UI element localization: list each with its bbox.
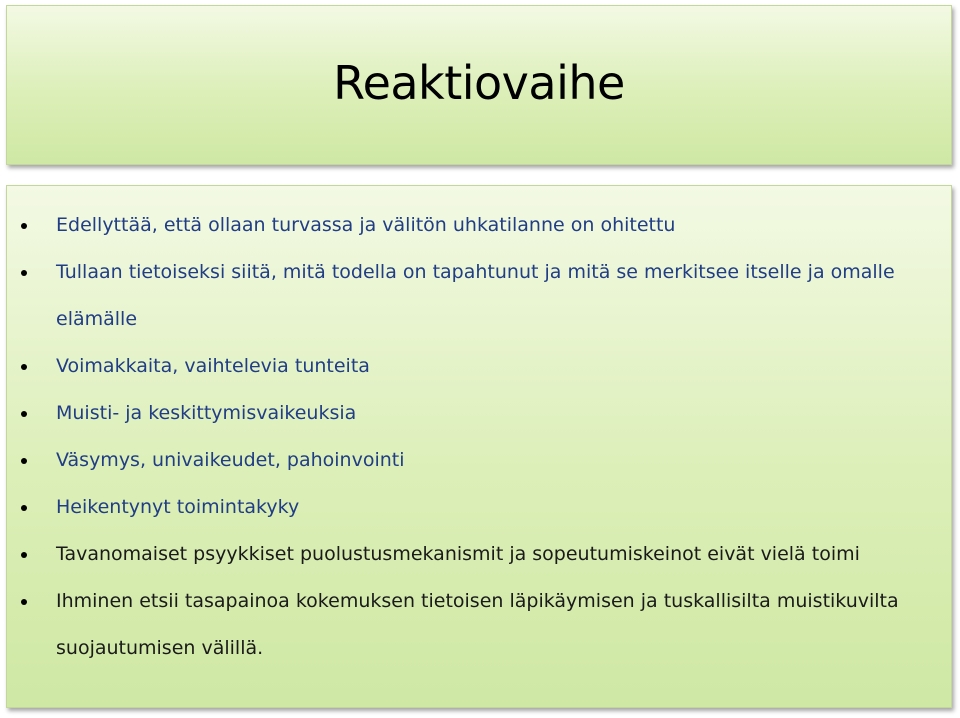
bullet-dot-icon [21, 458, 27, 464]
bullet-dot-icon [21, 270, 27, 276]
bullet-text: Ihminen etsii tasapainoa kokemuksen tietoisen läpikäymisen ja tuskallisilta muistikuvilta suojautumisen välillä. [56, 590, 899, 659]
bullet-dot-icon [21, 552, 27, 558]
bullet-text: Voimakkaita, vaihtelevia tunteita [56, 355, 370, 377]
bullet-text: Väsymys, univaikeudet, pahoinvointi [56, 449, 405, 471]
bullet-item [7, 202, 953, 249]
bullet-item [7, 249, 953, 343]
bullet-item [7, 343, 953, 390]
bullet-item [7, 531, 953, 578]
bullet-text: Edellyttää, että ollaan turvassa ja välitön uhkatilanne on ohitettu [56, 214, 676, 236]
bullet-text: Heikentynyt toimintakyky [56, 496, 300, 518]
bullet-dot-icon [21, 411, 27, 417]
bullet-dot-icon [21, 505, 27, 511]
bullet-item [7, 437, 953, 484]
bullet-text: Tavanomaiset psyykkiset puolustusmekanismit ja sopeutumiskeinot eivät vielä toimi [56, 543, 860, 565]
bullet-dot-icon [21, 364, 27, 370]
bullet-dot-icon [21, 223, 27, 229]
bullet-dot-icon [21, 599, 27, 605]
bullet-text: Tullaan tietoiseksi siitä, mitä todella on tapahtunut ja mitä se merkitsee itselle ja omalle elämälle [56, 261, 895, 330]
bullet-item [7, 578, 953, 672]
slide-title: Reaktiovaihe [333, 56, 625, 110]
bullet-item [7, 390, 953, 437]
bullet-item [7, 484, 953, 531]
title-panel [6, 5, 952, 165]
content-panel [6, 185, 952, 708]
bullet-list [7, 202, 953, 672]
bullet-text: Muisti- ja keskittymisvaikeuksia [56, 402, 357, 424]
